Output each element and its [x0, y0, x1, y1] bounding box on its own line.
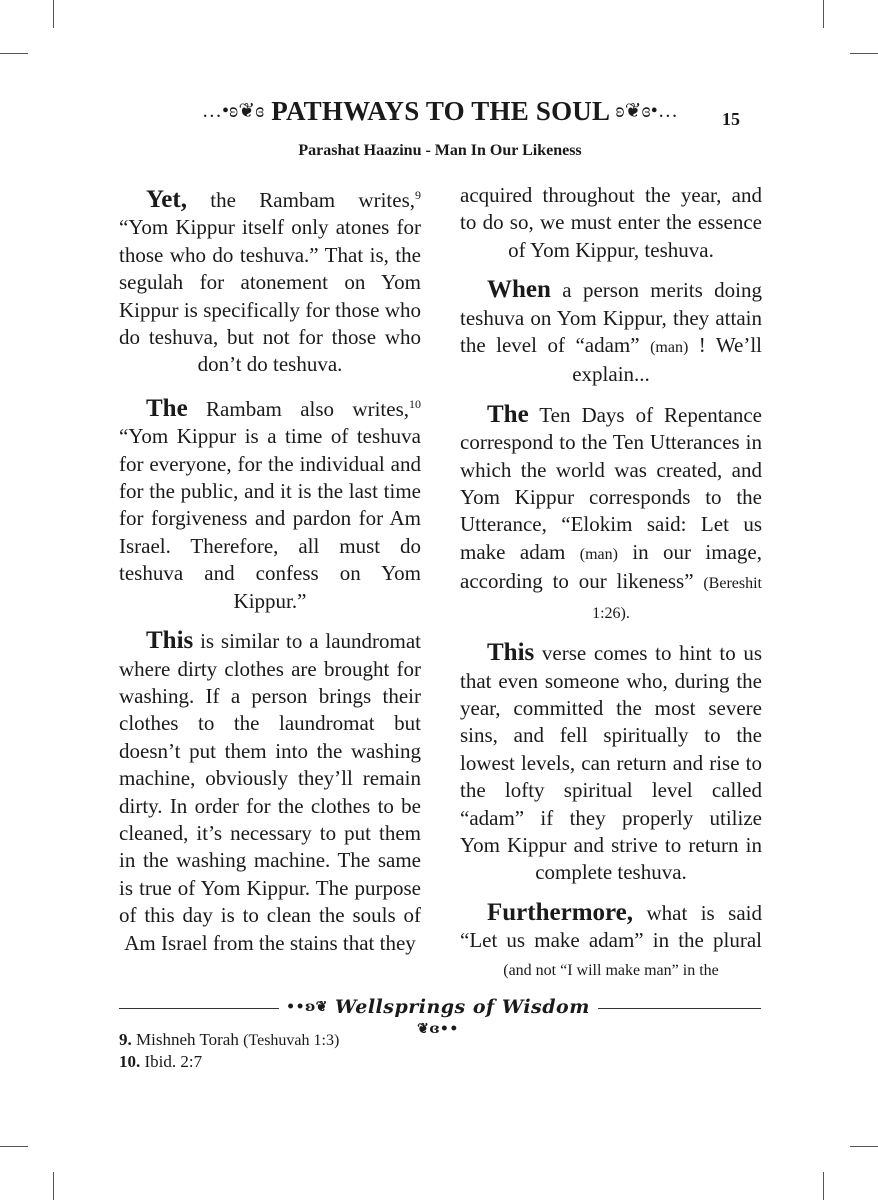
crop-mark [850, 1146, 878, 1147]
paragraph-text: a person merits doing teshuva on Yom Kippur, they attain the level of “adam” [460, 278, 762, 358]
chapter-subtitle: Parashat Haazinu - Man In Our Likeness [298, 142, 582, 159]
paragraph [460, 899, 762, 984]
paragraph-lead-word: This [487, 639, 535, 667]
footnote-text: Ibid. 2:7 [140, 1052, 203, 1071]
ornament-right-icon: ʚ❦ɞ•… [615, 100, 679, 122]
footnote-ref: 9 [415, 188, 421, 202]
footer-rule-right [598, 1008, 761, 1009]
paragraph-text: the Rambam writes, [186, 188, 415, 212]
left-text-column [119, 182, 421, 969]
paragraph-text: is similar to a laundromat where dirty clothes are brought for washing. If a person brings their clothes to the laundromat but doesn’t put them into the washing machine, obviously they’ll remain dirty. In order for the clothes to be cleaned, it’s necessary to put them in the washing machine. The same is true of Yom Kippur. The purpose of this day is to clean the souls of Am Israel from the stains that they [119, 629, 421, 955]
crop-mark [823, 0, 824, 28]
paragraph-text: “Yom Kippur is a time of teshuva for everyone, for the individual and for the public, and it is the last time for forgiveness and pardon for Am Israel. Therefore, all must do teshuva and confess on Yom Kippur.” [119, 424, 421, 613]
paragraph [119, 182, 421, 379]
book-title: PATHWAYS TO THE SOUL [271, 96, 609, 126]
footer-ornament-right-icon: ❦ɞ•• [417, 1021, 459, 1037]
crop-mark [850, 53, 878, 54]
paragraph-lead-word: Yet, [146, 186, 187, 213]
paragraph-text: “Yom Kippur itself only atones for those who do teshuva.” That is, the segulah for atonement on Yom Kippur is specifically for those who do teshuva, but not for those who don’t do teshuva. [119, 215, 421, 377]
paragraph-text: Ten Days of Repentance correspond to the Ten Utterances in which the world was created, and Yom Kippur corresponds to the Utterance, “Elokim said: Let us make adam [460, 402, 762, 564]
footer-ornament-left-icon: ••ʚ❦ [286, 999, 328, 1015]
paragraph-text: what is said “Let us make adam” in the plural [460, 900, 762, 953]
paragraph-lead-word: The [146, 394, 188, 422]
paragraph-text: verse comes to hint to us that even someone who, during the year, committed the most severe sins, and fell spiritually to the lowest levels, can return and rise to the lofty spiritual level called “adam” if they properly utilize Yom Kippur and strive to return in complete teshuva. [460, 641, 762, 885]
paragraph-lead-word: Furthermore, [487, 898, 634, 926]
footnote-source: (Teshuvah 1:3) [243, 1032, 340, 1049]
footnote [119, 1030, 339, 1050]
footnote-ref: 10 [409, 396, 421, 411]
paragraph [460, 276, 762, 389]
footer-brand-text: Wellsprings of Wisdom [334, 996, 590, 1018]
ornament-left-icon: …•ʚ❦ɞ [201, 100, 265, 122]
footnote-number: 9. [119, 1030, 132, 1049]
running-header [170, 96, 710, 127]
paragraph [119, 627, 421, 957]
crop-mark [0, 1146, 28, 1147]
footnote-text: Mishneh Torah [131, 1030, 244, 1049]
parenthetical: (Bereshit 1:26). [592, 575, 762, 622]
paragraph [460, 401, 762, 627]
footnote-number: 10. [119, 1052, 141, 1071]
parenthetical: (and not “I will make man” in the [503, 961, 719, 979]
right-text-column [460, 182, 762, 996]
paragraph [460, 639, 762, 887]
paragraph-text: in our image, according to our likeness” [460, 539, 762, 594]
paragraph-text: ! We’ll explain... [572, 333, 762, 387]
parenthetical: (man) [650, 339, 689, 357]
crop-mark [0, 53, 28, 54]
parenthetical: (man) [579, 545, 618, 563]
paragraph-text: Rambam also writes, [187, 396, 409, 421]
crop-mark [53, 0, 54, 28]
crop-mark [823, 1172, 824, 1200]
footer-rule-left [119, 1008, 279, 1009]
crop-mark [53, 1172, 54, 1200]
footnote [119, 1052, 202, 1072]
paragraph-lead-word: When [487, 276, 551, 304]
paragraph [119, 391, 421, 615]
paragraph-lead-word: This [146, 627, 194, 655]
paragraph-text: acquired throughout the year, and to do so, we must enter the essence of Yom Kippur, teshuva. [460, 183, 762, 262]
paragraph [460, 182, 762, 264]
page-number: 15 [722, 109, 740, 129]
paragraph-lead-word: The [487, 400, 529, 428]
